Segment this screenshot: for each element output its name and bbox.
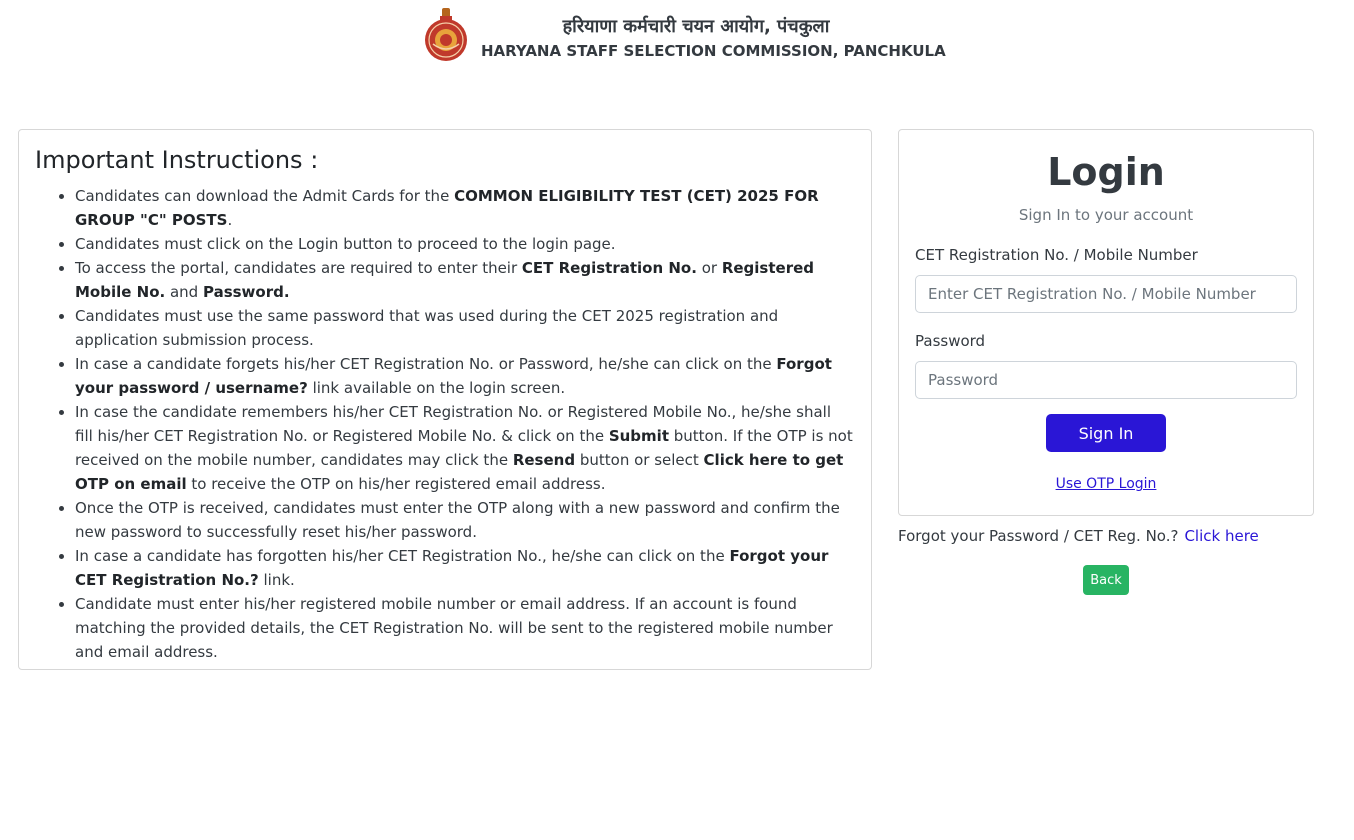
instruction-text: and bbox=[165, 283, 203, 301]
header-title-hindi: हरियाणा कर्मचारी चयन आयोग, पंचकुला bbox=[562, 16, 830, 37]
list-item bbox=[75, 352, 853, 400]
username-input[interactable] bbox=[915, 275, 1297, 313]
instruction-bold: Submit bbox=[608, 427, 669, 445]
username-label: CET Registration No. / Mobile Number bbox=[915, 246, 1198, 264]
instruction-text: . bbox=[227, 211, 233, 229]
back-button[interactable]: Back bbox=[1083, 565, 1129, 595]
list-item bbox=[75, 544, 853, 592]
list-item bbox=[75, 496, 853, 544]
instruction-text: Candidates must click on the Login button to proceed to the login page. bbox=[75, 235, 616, 253]
instruction-bold: Password. bbox=[202, 283, 290, 301]
instruction-bold: Resend bbox=[512, 451, 576, 469]
instruction-text: To access the portal, candidates are required to enter their bbox=[75, 259, 522, 277]
login-subtitle: Sign In to your account bbox=[1018, 206, 1194, 224]
instructions-card bbox=[18, 129, 872, 670]
instruction-text: Candidates can download the Admit Cards for the bbox=[75, 187, 455, 205]
instructions-title: Important Instructions : bbox=[35, 146, 319, 174]
instruction-text: link available on the login screen. bbox=[307, 379, 566, 397]
instruction-text: to receive the OTP on his/her registered email address. bbox=[186, 475, 606, 493]
login-card bbox=[898, 129, 1314, 516]
instruction-text: In case the candidate remembers his/her CET Registration No. or Registered Mobile No., he/she shall fill his/her CET Registration No. or Registered Mobile No. & click on the bbox=[75, 403, 831, 445]
instruction-bold: Registered Mobile No. bbox=[75, 259, 815, 301]
forgot-click-here-link[interactable]: Click here bbox=[1184, 527, 1259, 545]
list-item bbox=[75, 304, 853, 352]
instruction-bold: Click here to get OTP on email bbox=[75, 451, 844, 493]
header-title-english: HARYANA STAFF SELECTION COMMISSION, PANCHKULA bbox=[481, 42, 946, 60]
instruction-bold: Forgot your CET Registration No.? bbox=[75, 547, 829, 589]
list-item bbox=[75, 256, 853, 304]
haryana-emblem-icon bbox=[421, 4, 471, 64]
instructions-list bbox=[75, 184, 853, 664]
instruction-text: link. bbox=[258, 571, 295, 589]
sign-in-button[interactable]: Sign In bbox=[1046, 414, 1166, 452]
list-item bbox=[75, 184, 853, 232]
instruction-text: or bbox=[696, 259, 722, 277]
instruction-text: Candidates must use the same password that was used during the CET 2025 registration and application submission process. bbox=[75, 307, 779, 349]
password-input[interactable] bbox=[915, 361, 1297, 399]
instruction-bold: CET Registration No. bbox=[521, 259, 697, 277]
list-item bbox=[75, 592, 853, 664]
list-item bbox=[75, 232, 853, 256]
instruction-bold: COMMON ELIGIBILITY TEST (CET) 2025 FOR GROUP "C" POSTS bbox=[75, 187, 819, 229]
login-title: Login bbox=[1047, 150, 1165, 194]
list-item bbox=[75, 400, 853, 496]
instruction-text: button or select bbox=[575, 451, 704, 469]
forgot-text: Forgot your Password / CET Reg. No.? bbox=[898, 527, 1179, 545]
instruction-text: Once the OTP is received, candidates must enter the OTP along with a new password and confirm the new password to successfully reset his/her password. bbox=[75, 499, 840, 541]
page-header bbox=[0, 0, 1354, 80]
instruction-bold: Forgot your password / username? bbox=[75, 355, 832, 397]
instruction-text: In case a candidate has forgotten his/her CET Registration No., he/she can click on the bbox=[75, 547, 730, 565]
otp-login-link[interactable]: Use OTP Login bbox=[1055, 476, 1157, 492]
forgot-row bbox=[898, 527, 1259, 545]
password-label: Password bbox=[915, 332, 986, 350]
instruction-text: button. If the OTP is not received on the mobile number, candidates may click the bbox=[75, 427, 853, 469]
instruction-text: In case a candidate forgets his/her CET Registration No. or Password, he/she can click on the bbox=[75, 355, 777, 373]
instruction-text: Candidate must enter his/her registered mobile number or email address. If an account is found matching the provided details, the CET Registration No. will be sent to the registered mobile number and email address. bbox=[75, 595, 833, 661]
